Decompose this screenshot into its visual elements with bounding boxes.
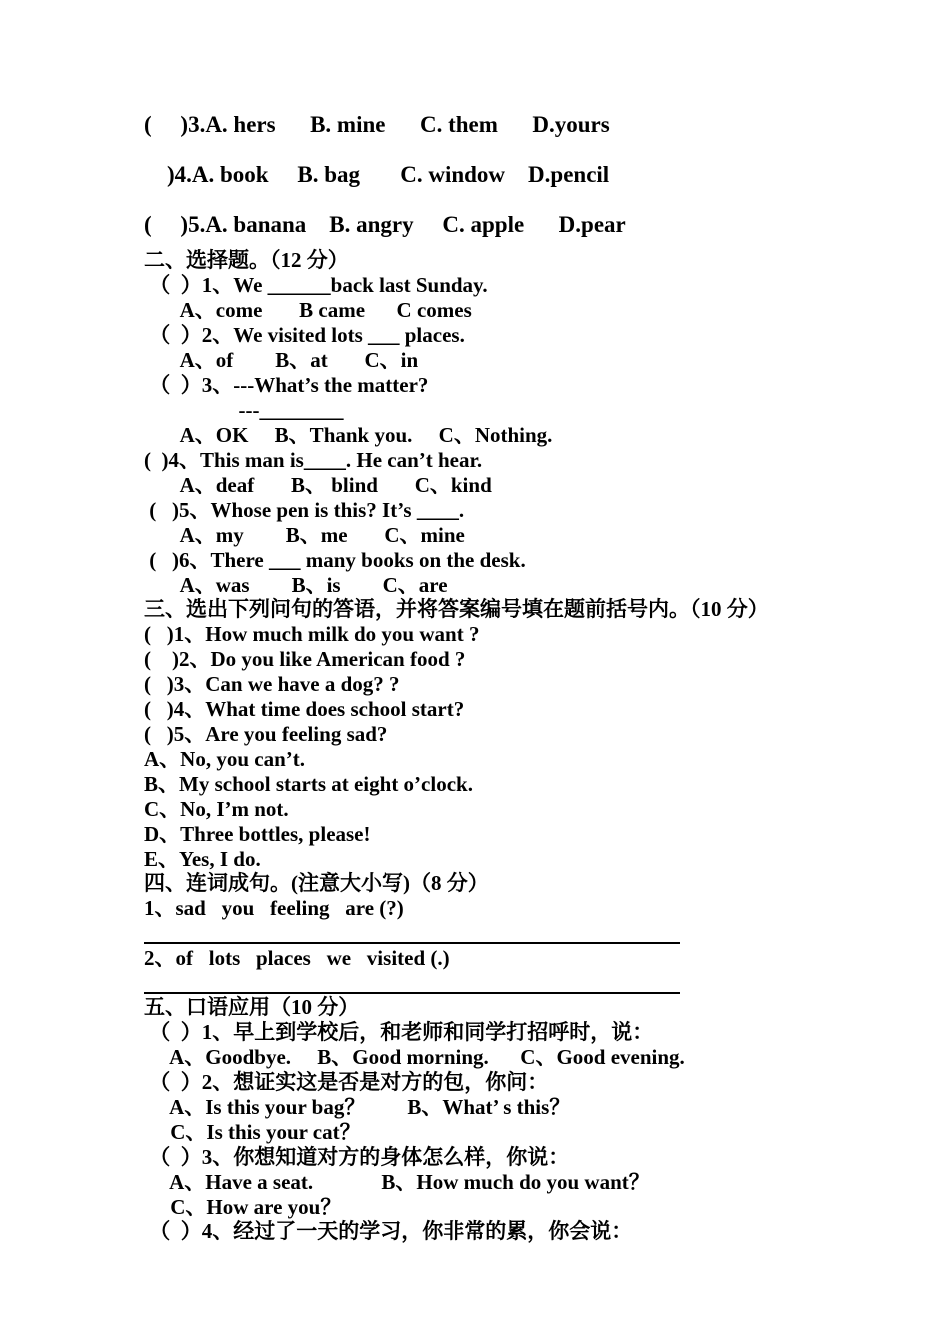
q2-3: （ ）3、---What’s the matter? (144, 373, 429, 397)
q3-5: ( )5、Are you feeling sad? (144, 722, 388, 746)
q2-4-options: A、deaf B、 blind C、kind (144, 473, 492, 497)
section-2-title: 二、选择题。（12 分） (144, 248, 349, 272)
q4-2: 2、of lots places we visited (.) (144, 946, 450, 970)
q4-2-answer-line (144, 992, 680, 994)
q2-2-options: A、of B、at C、in (144, 348, 419, 372)
q2-5-options: A、my B、me C、mine (144, 523, 465, 547)
section-4-title: 四、连词成句。(注意大小写)（8 分） (144, 871, 489, 895)
q2-2: （ ）2、We visited lots ___ places. (144, 323, 465, 347)
q5-3-option-c: C、How are you？ (144, 1195, 342, 1219)
q5-1-options: A、Goodbye. B、Good morning. C、Good evening. (144, 1045, 685, 1069)
q3-2: ( )2、Do you like American food ? (144, 647, 466, 671)
q5-3: （ ）3、你想知道对方的身体怎么样，你说： (144, 1145, 570, 1169)
q5-3-options-ab: A、Have a seat. B、How much do you want？ (144, 1170, 650, 1194)
q2-3-answer-blank: ---________ (144, 398, 344, 422)
q2-1: （ ）1、We ______back last Sunday. (144, 273, 488, 297)
q4-1-answer-line (144, 942, 680, 944)
q3-4: ( )4、What time does school start? (144, 697, 465, 721)
q4-1: 1、sad you feeling are (?) (144, 896, 404, 920)
q5-2-options-ab: A、Is this your bag？ B、What’ s this？ (144, 1095, 571, 1119)
answer-c: C、No, I’m not. (144, 797, 289, 821)
q1-5-line: ( )5.A. banana B. angry C. apple D.pear (144, 212, 626, 237)
q2-3-options: A、OK B、Thank you. C、Nothing. (144, 423, 553, 447)
answer-b: B、My school starts at eight o’clock. (144, 772, 473, 796)
q5-2: （ ）2、想证实这是否是对方的包，你问： (144, 1070, 549, 1094)
answer-e: E、Yes, I do. (144, 847, 261, 871)
q5-4: （ ）4、经过了一天的学习，你非常的累，你会说： (144, 1219, 633, 1243)
answer-a: A、No, you can’t. (144, 747, 305, 771)
q2-6-options: A、was B、is C、are (144, 573, 448, 597)
q2-1-options: A、come B came C comes (144, 298, 472, 322)
q3-1: ( )1、How much milk do you want ? (144, 622, 480, 646)
q5-1: （ ）1、早上到学校后，和老师和同学打招呼时，说： (144, 1020, 654, 1044)
q3-3: ( )3、Can we have a dog? ? (144, 672, 400, 696)
q2-6: ( )6、There ___ many books on the desk. (144, 548, 526, 572)
section-3-title: 三、选出下列问句的答语，并将答案编号填在题前括号内。（10 分） (144, 597, 769, 621)
q2-5: ( )5、Whose pen is this? It’s ____. (144, 498, 465, 522)
section-5-title: 五、口语应用（10 分） (144, 995, 360, 1019)
q1-4-line: )4.A. book B. bag C. window D.pencil (144, 162, 610, 187)
q2-4: ( )4、This man is____. He can’t hear. (144, 448, 483, 472)
q1-3-line: ( )3.A. hers B. mine C. them D.yours (144, 112, 610, 137)
q5-2-option-c: C、Is this your cat？ (144, 1120, 361, 1144)
answer-d: D、Three bottles, please! (144, 822, 371, 846)
